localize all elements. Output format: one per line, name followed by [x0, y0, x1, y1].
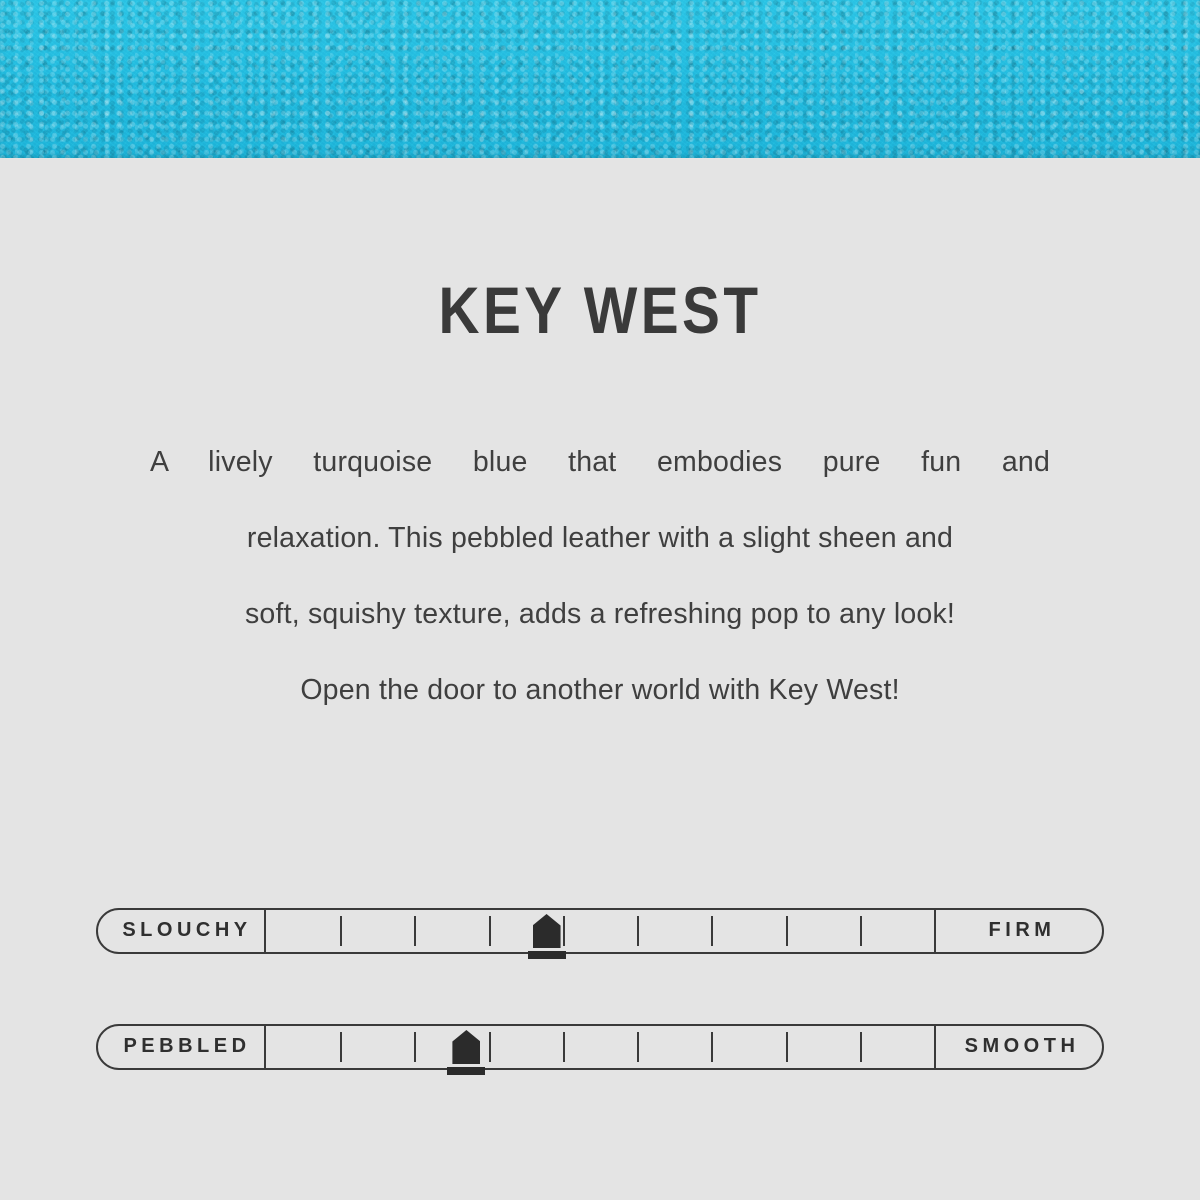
slider-tick: [637, 1032, 639, 1062]
description-line: relaxation. This pebbled leather with a slight sheen and: [246, 522, 954, 554]
slider-ticks: [266, 1024, 934, 1070]
description-text: [150, 424, 1050, 728]
page-title: KEY WEST: [438, 273, 762, 347]
slider-slouchy-firm[interactable]: [96, 908, 1104, 954]
slider-thumb[interactable]: [528, 914, 566, 966]
slider-tick: [489, 1032, 491, 1062]
slider-ticks: [266, 908, 934, 954]
slider-pebbled-smooth[interactable]: [96, 1024, 1104, 1070]
slider-tick: [414, 1032, 416, 1062]
slider-label-left: SLOUCHY: [96, 908, 266, 954]
slider-thumb[interactable]: [447, 1030, 485, 1082]
slider-tick: [340, 1032, 342, 1062]
slider-label-right: SMOOTH: [934, 1024, 1104, 1070]
slider-tick: [786, 916, 788, 946]
slider-thumb-pointer-icon: [533, 914, 561, 948]
slider-label-left: PEBBLED: [96, 1024, 266, 1070]
slider-tick: [489, 916, 491, 946]
description-line: Open the door to another world with Key West!: [300, 674, 900, 706]
leather-grain-texture: [0, 0, 1200, 158]
description-line: A lively turquoise blue that embodies pure fun and: [150, 446, 1050, 478]
slider-tick: [711, 916, 713, 946]
slider-thumb-base: [447, 1067, 485, 1075]
slider-tick: [637, 916, 639, 946]
slider-tick: [860, 916, 862, 946]
description-line: soft, squishy texture, adds a refreshing pop to any look!: [244, 598, 956, 630]
slider-thumb-pointer-icon: [452, 1030, 480, 1064]
slider-tick: [860, 1032, 862, 1062]
leather-swatch: [0, 0, 1200, 158]
slider-tick: [414, 916, 416, 946]
slider-thumb-base: [528, 951, 566, 959]
slider-tick: [340, 916, 342, 946]
slider-tick: [563, 1032, 565, 1062]
slider-tick: [711, 1032, 713, 1062]
slider-label-right: FIRM: [934, 908, 1104, 954]
slider-tick: [786, 1032, 788, 1062]
